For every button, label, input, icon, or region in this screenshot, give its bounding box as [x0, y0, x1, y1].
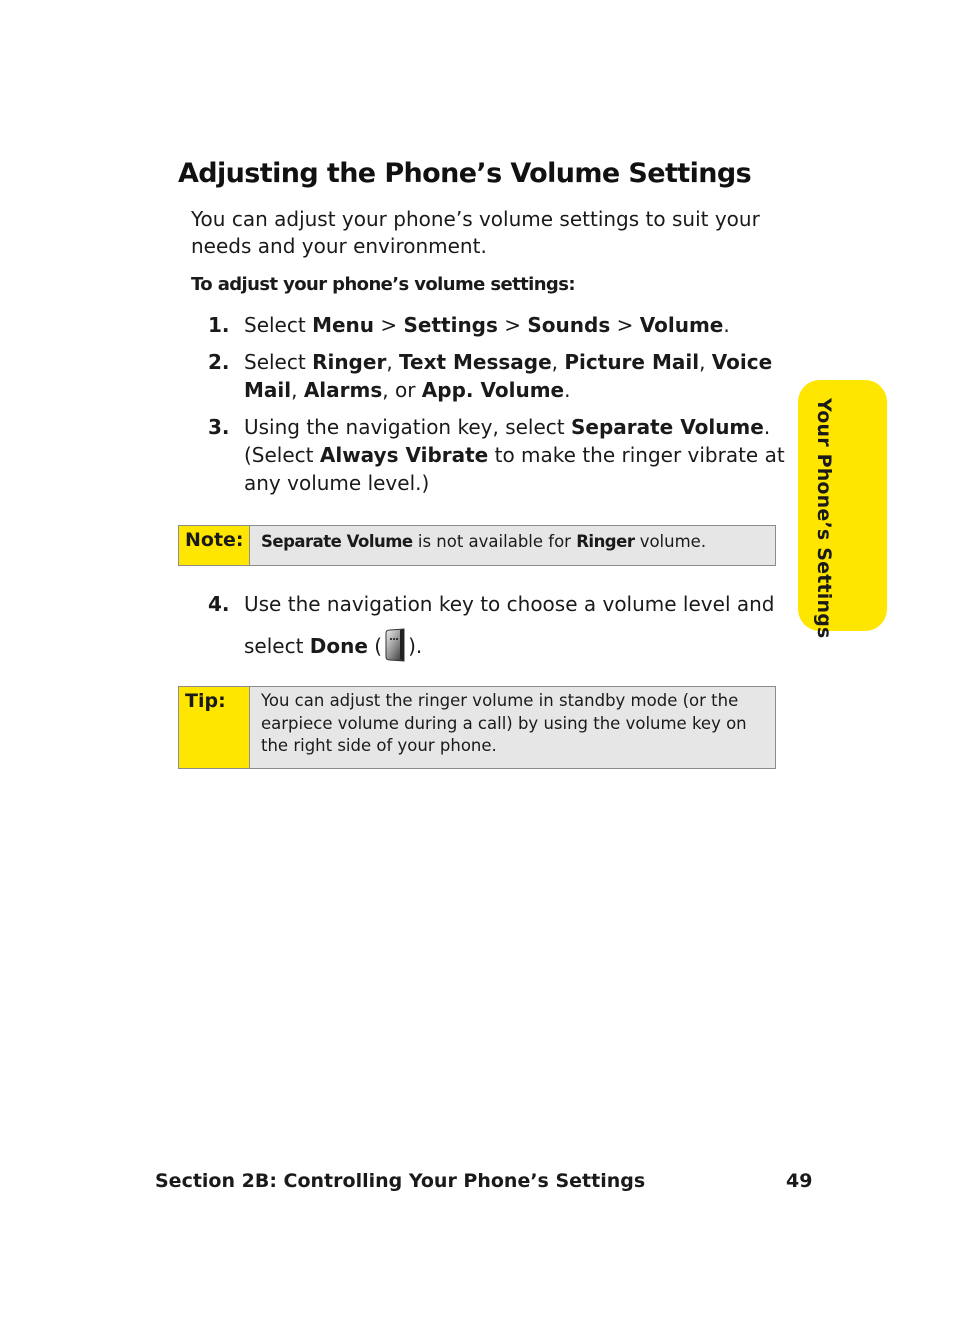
step-number: 2.: [208, 350, 230, 374]
note-callout: [178, 525, 776, 566]
step-text: Using the navigation key, select Separate Volume. (Select Always Vibrate to make the ringer vibrate at any volume level.): [244, 415, 785, 495]
section-side-tab: [798, 380, 887, 639]
softkey-icon: [384, 628, 406, 662]
page-number: 49: [786, 1170, 813, 1192]
step-number: 3.: [208, 415, 230, 439]
step-number: 4.: [208, 592, 230, 616]
note-label: Note:: [179, 526, 250, 565]
step-number: 1.: [208, 313, 230, 337]
step-text: Select Ringer, Text Message, Picture Mail, Voice Mail, Alarms, or App. Volume.: [244, 350, 773, 402]
side-tab-label: Your Phone’s Settings: [813, 398, 835, 639]
step-3: [208, 413, 788, 497]
step-1: [208, 311, 788, 339]
note-text: Separate Volume is not available for Ringer volume.: [261, 532, 707, 551]
step-text: Use the navigation key to choose a volume level and select Done ( ).: [244, 583, 788, 667]
tip-label: Tip:: [179, 687, 250, 768]
intro-paragraph: You can adjust your phone’s volume settings to suit your needs and your environment.: [191, 207, 760, 258]
step-4: [208, 583, 788, 667]
step-2: [208, 348, 788, 404]
procedure-heading: To adjust your phone’s volume settings:: [191, 274, 575, 295]
tip-text: You can adjust the ringer volume in standby mode (or the earpiece volume during a call) by using the volume key on the right side of your phone.: [261, 691, 747, 755]
tip-callout: [178, 686, 776, 769]
page-title: Adjusting the Phone’s Volume Settings: [178, 158, 752, 189]
footer-section-title: Section 2B: Controlling Your Phone’s Settings: [155, 1170, 646, 1192]
step-text: Select Menu > Settings > Sounds > Volume.: [244, 313, 730, 337]
